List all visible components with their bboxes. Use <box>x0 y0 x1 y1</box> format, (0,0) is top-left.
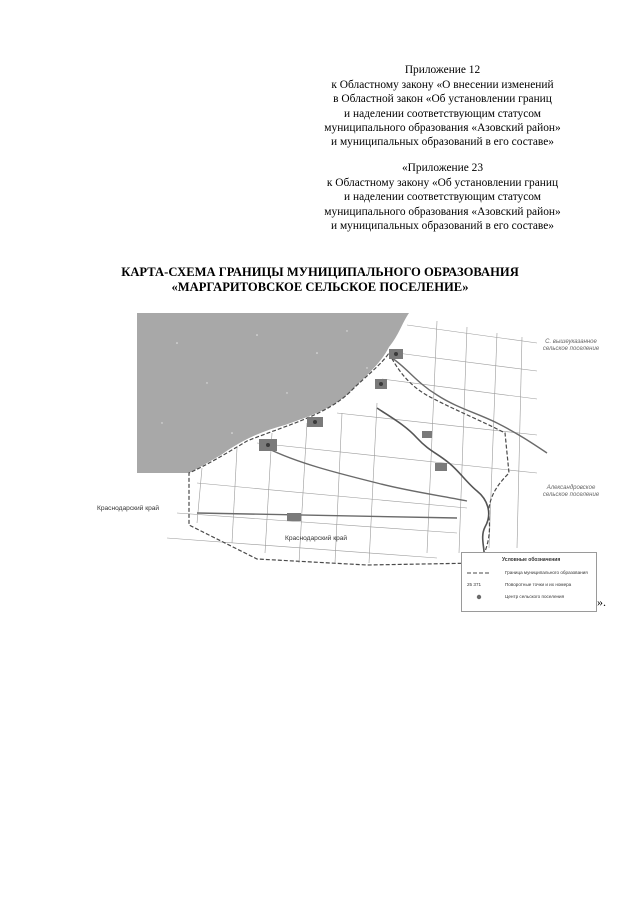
appendix-12-heading: Приложение 12 <box>404 64 481 76</box>
legend-item-boundary <box>467 569 593 577</box>
legend-title: Условные обозначения <box>502 557 561 563</box>
appendix-23-line: и муниципальных образований в его составе» <box>331 219 554 232</box>
closing-quote-mark: ». <box>597 595 606 609</box>
legend-text: Центр сельского поселения <box>505 594 565 599</box>
boundary-line-symbol <box>467 569 491 577</box>
title-line-1: КАРТА-СХЕМА ГРАНИЦЫ МУНИЦИПАЛЬНОГО ОБРАЗОВАНИЯ <box>121 265 519 279</box>
document-title <box>0 265 640 295</box>
appendix-12-line: и муниципальных образований в его составе» <box>331 136 554 149</box>
appendix-12-line: к Областному закону «О внесении изменений <box>331 79 554 92</box>
legend-text: Граница муниципального образования <box>505 570 588 575</box>
point-code-symbol: 25 371 <box>467 582 482 587</box>
appendix-12-line: муниципального образования «Азовский район» <box>324 121 561 134</box>
title-line-2: «МАРГАРИТОВСКОЕ СЕЛЬСКОЕ ПОСЕЛЕНИЕ» <box>171 280 469 294</box>
appendix-12-block <box>300 63 585 149</box>
krasnodar-region-label-left: Краснодарский край <box>97 505 160 512</box>
legend-text: Поворотные точки и их номера <box>505 582 572 587</box>
appendix-23-line: муниципального образования «Азовский район» <box>324 205 561 218</box>
neighbor-settlement-label-right: Александровское сельское поселение <box>542 485 600 498</box>
neighbor-settlement-label-top: С. вышеуказанное сельское поселение <box>542 339 600 352</box>
legend-item-center <box>467 593 593 601</box>
settlement-dot-symbol <box>467 593 491 601</box>
krasnodar-region-label-bottom: Краснодарский край <box>285 535 348 542</box>
appendix-23-block <box>300 161 585 233</box>
river <box>377 408 489 563</box>
appendix-12-line: в Областной закон «Об установлении границ <box>333 93 552 106</box>
appendix-23-line: и наделении соответствующим статусом <box>344 191 541 204</box>
boundary-map <box>97 313 607 613</box>
map-legend <box>461 552 597 612</box>
appendix-12-line: и наделении соответствующим статусом <box>344 107 541 120</box>
appendix-23-heading: «Приложение 23 <box>401 162 484 174</box>
appendix-23-line: к Областному закону «Об установлении границ <box>326 177 559 190</box>
legend-item-points <box>467 581 593 589</box>
